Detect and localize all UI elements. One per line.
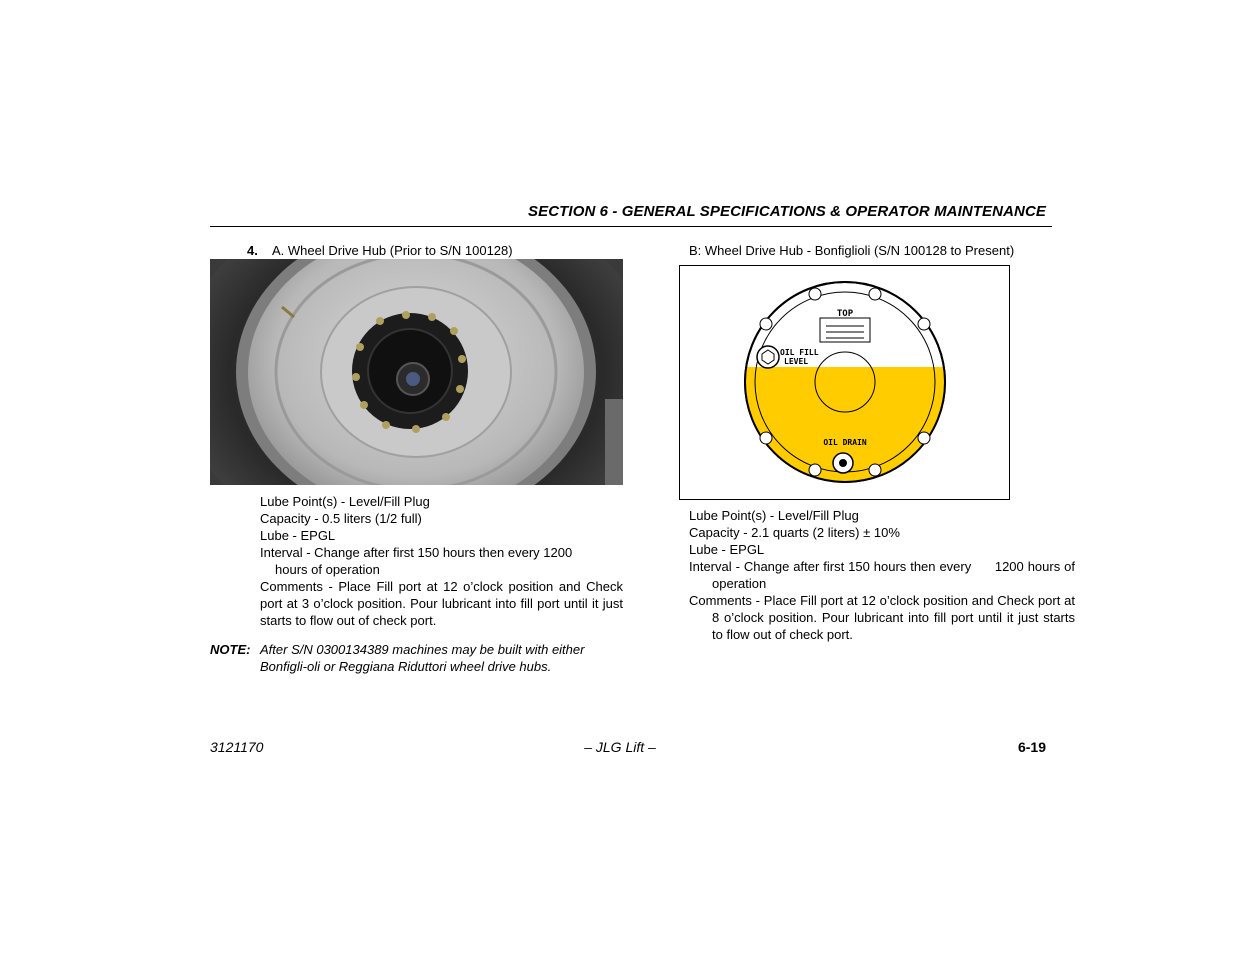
diagram-top-label: TOP — [836, 309, 854, 319]
left-lube-point: Lube Point(s) - Level/Fill Plug — [260, 494, 430, 509]
left-interval-cont: hours of operation — [275, 562, 380, 577]
step-number: 4. — [247, 243, 258, 258]
hub-diagram — [679, 265, 1010, 500]
left-interval: Interval - Change after first 150 hours then every 1200 — [260, 545, 573, 560]
note-label: NOTE: — [210, 642, 251, 657]
right-lube: Lube - EPGL — [689, 542, 765, 557]
right-capacity: Capacity - 2.1 quarts (2 liters) ± 10% — [689, 525, 900, 540]
footer-doc-number: 3121170 — [210, 739, 264, 755]
diagram-fill-label-1: OIL FILL — [780, 348, 819, 357]
note-text: After S/N 0300134389 machines may be built with either Bonfigli-oli or Reggiana Riduttori wheel drive hubs. — [260, 642, 585, 674]
footer-page-number: 6-19 — [1017, 739, 1046, 755]
diagram-drain-label: OIL DRAIN — [823, 438, 867, 447]
left-comments: Comments - Place Fill port at 12 o’clock position and Check port at 3 o’clock position. Pour lubricant into fill port until it just starts to flow out of check port. — [260, 579, 623, 628]
right-lube-point: Lube Point(s) - Level/Fill Plug — [689, 508, 859, 523]
section-header: SECTION 6 - GENERAL SPECIFICATIONS & OPERATOR MAINTENANCE — [528, 203, 1046, 220]
right-comments: Comments - Place Fill port at 12 o’clock position and Check port at 8 o’clock position. Pour lubricant into fill port until it just starts to flow out of check port. — [689, 593, 1075, 642]
caption-b: B: Wheel Drive Hub - Bonfiglioli (S/N 100128 to Present) — [689, 243, 1015, 258]
right-interval: Interval - Change after first 150 hours then every 1200 hours of operation — [689, 559, 1079, 591]
footer-center: – JLG Lift – — [584, 739, 656, 755]
caption-a: A. Wheel Drive Hub (Prior to S/N 100128) — [272, 243, 513, 258]
header-rule — [210, 226, 1052, 227]
left-capacity: Capacity - 0.5 liters (1/2 full) — [260, 511, 422, 526]
diagram-fill-label-2: LEVEL — [784, 357, 809, 366]
wheel-hub-photo — [210, 259, 623, 485]
left-lube: Lube - EPGL — [260, 528, 336, 543]
